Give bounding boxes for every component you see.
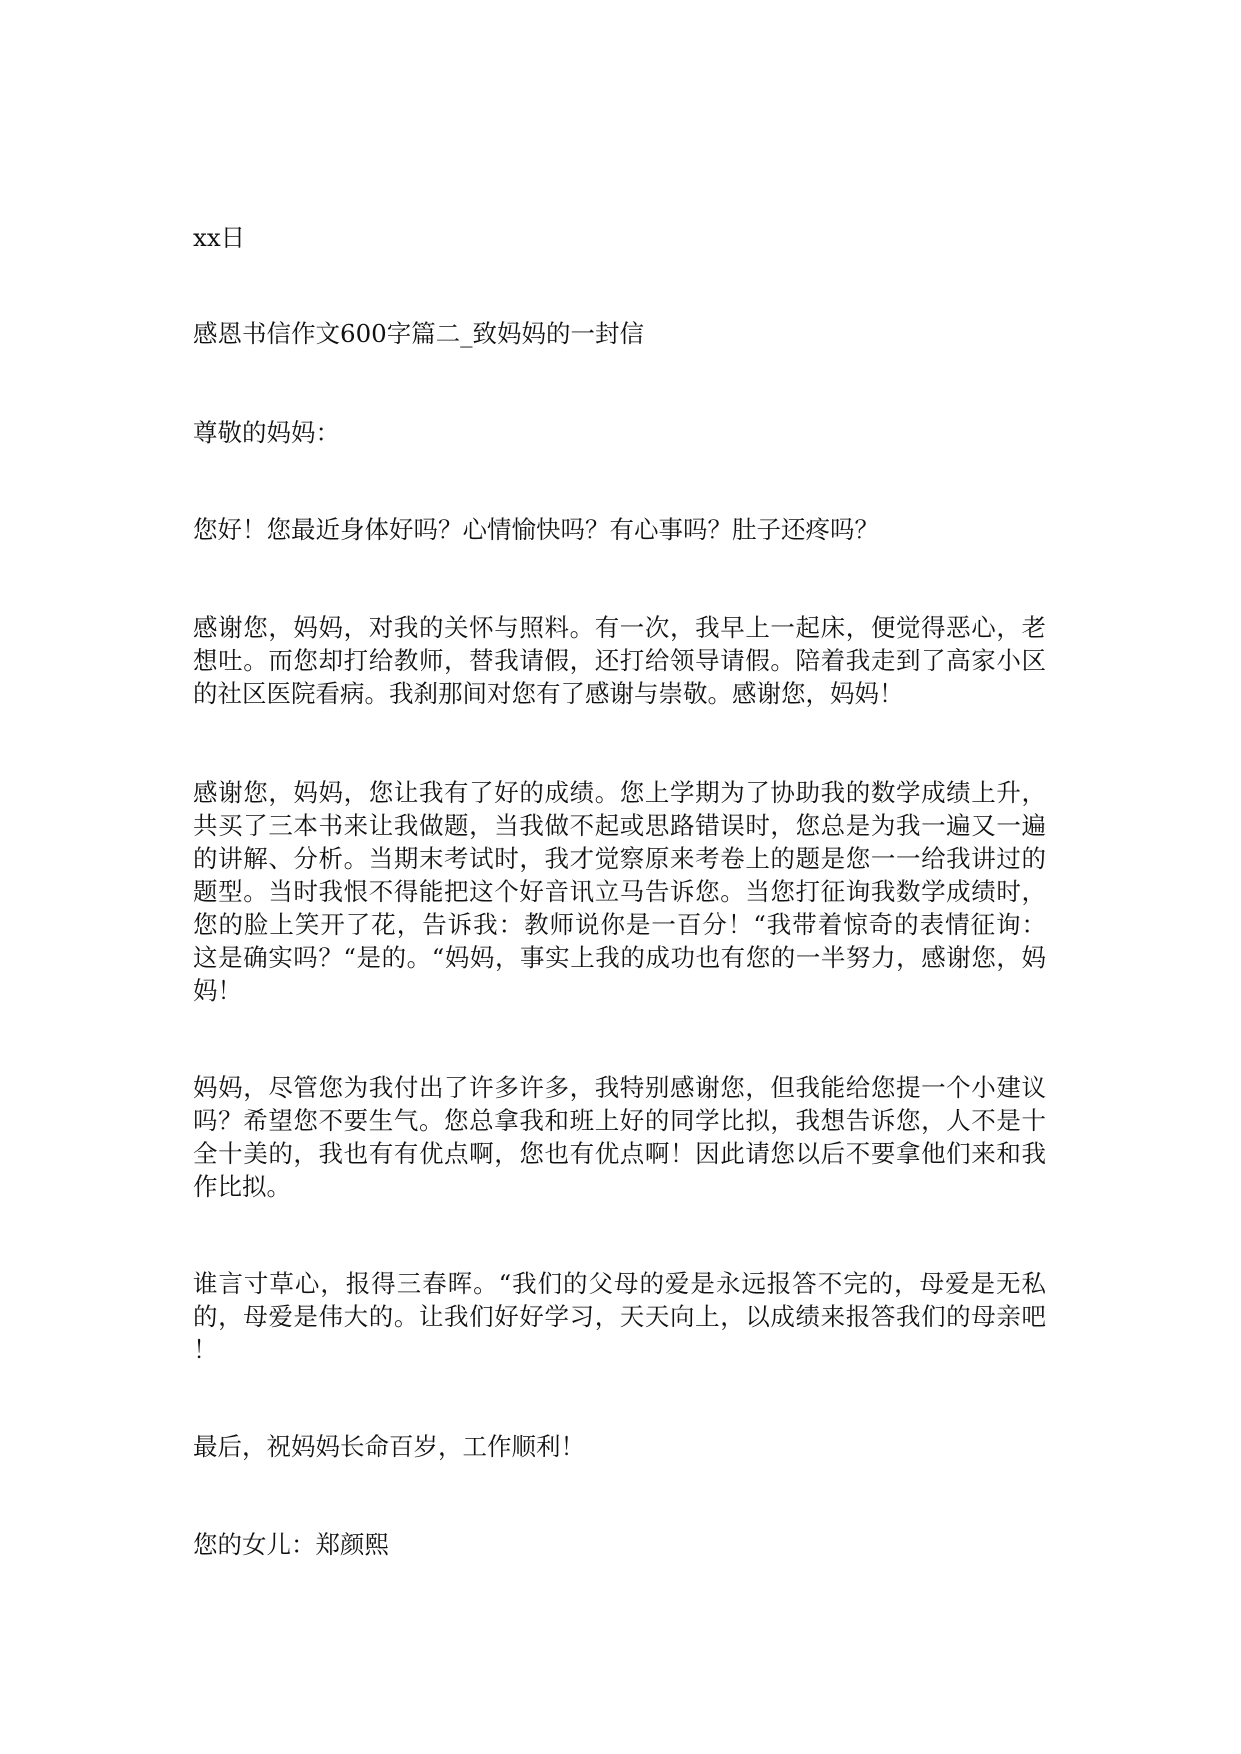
greeting-paragraph <box>193 513 1046 546</box>
greeting-text: 您好！您最近身体好吗？心情愉快吗？有心事吗？肚子还疼吗？ <box>193 515 879 544</box>
signature <box>193 1528 1046 1561</box>
body-paragraph-1 <box>193 611 1046 710</box>
paragraph-line: 您的脸上笑开了花，告诉我：教师说你是一百分！“我带着惊奇的表情征询： <box>193 910 1046 939</box>
paragraph-line: 全十美的，我也有有优点啊，您也有优点啊！因此请您以后不要拿他们来和我 <box>193 1139 1046 1168</box>
paragraph-line: 感谢您，妈妈，您让我有了好的成绩。您上学期为了协助我的数学成绩上升， <box>193 778 1046 807</box>
date-text: xx日 <box>193 223 246 252</box>
paragraph-line: 谁言寸草心，报得三春晖。“我们的父母的爱是永远报答不完的，母爱是无私 <box>193 1269 1046 1298</box>
paragraph-line: 共买了三本书来让我做题，当我做不起或思路错误时，您总是为我一遍又一遍 <box>193 811 1046 840</box>
paragraph-line: ！ <box>193 1335 218 1364</box>
paragraph-line: 想吐。而您却打给教师，替我请假，还打给领导请假。陪着我走到了高家小区 <box>193 646 1046 675</box>
salutation-text: 尊敬的妈妈： <box>193 418 340 447</box>
date-line <box>193 221 1046 254</box>
paragraph-line: 的，母爱是伟大的。让我们好好学习，天天向上，以成绩来报答我们的母亲吧 <box>193 1302 1046 1331</box>
paragraph-line: 感谢您，妈妈，对我的关怀与照料。有一次，我早上一起床，便觉得恶心，老 <box>193 613 1046 642</box>
letter-title <box>193 317 1046 350</box>
paragraph-line: 的社区医院看病。我刹那间对您有了感谢与崇敬。感谢您，妈妈！ <box>193 679 904 708</box>
body-paragraph-2 <box>193 776 1046 1007</box>
paragraph-line: 题型。当时我恨不得能把这个好音讯立马告诉您。当您打征询我数学成绩时， <box>193 877 1046 906</box>
signature-text: 您的女儿：郑颜熙 <box>193 1530 389 1559</box>
paragraph-line: 这是确实吗？“是的。“妈妈，事实上我的成功也有您的一半努力，感谢您，妈 <box>193 943 1046 972</box>
paragraph-line: 妈妈，尽管您为我付出了许多许多，我特别感谢您，但我能给您提一个小建议 <box>193 1073 1046 1102</box>
paragraph-line: 作比拟。 <box>193 1172 291 1201</box>
body-paragraph-4 <box>193 1267 1046 1366</box>
paragraph-line: 的讲解、分析。当期末考试时，我才觉察原来考卷上的题是您一一给我讲过的 <box>193 844 1046 873</box>
paragraph-line: 妈！ <box>193 976 242 1005</box>
title-text: 感恩书信作文600字篇二_致妈妈的一封信 <box>193 319 645 348</box>
body-paragraph-3 <box>193 1071 1046 1203</box>
closing-text: 最后，祝妈妈长命百岁，工作顺利！ <box>193 1432 585 1461</box>
paragraph-line: 吗？希望您不要生气。您总拿我和班上好的同学比拟，我想告诉您，人不是十 <box>193 1106 1046 1135</box>
salutation <box>193 416 1046 449</box>
closing-wish <box>193 1430 1046 1463</box>
